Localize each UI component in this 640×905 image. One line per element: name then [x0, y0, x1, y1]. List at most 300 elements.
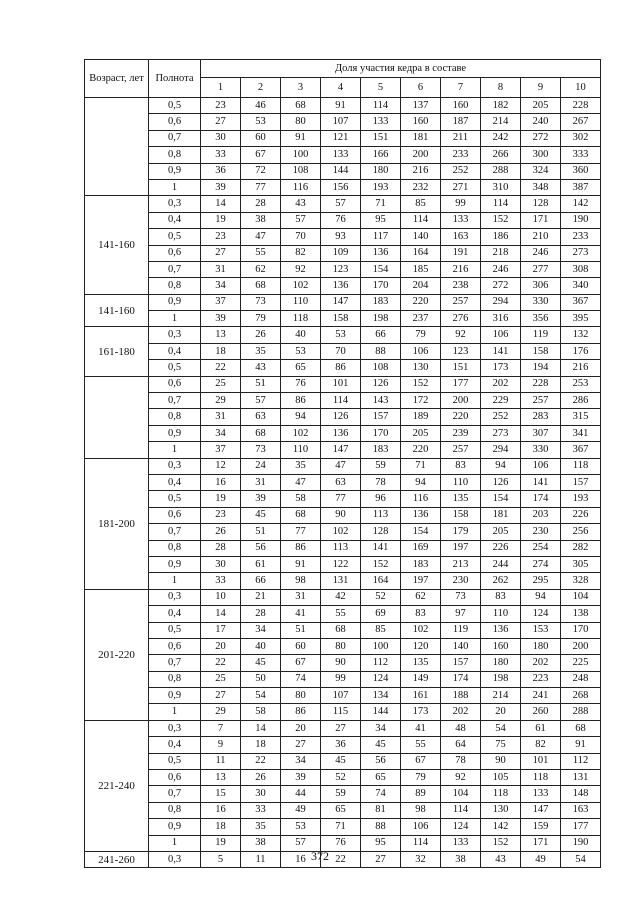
value-cell: 61 — [241, 556, 281, 572]
table-row — [85, 638, 601, 654]
value-cell: 194 — [521, 360, 561, 376]
fullness-cell: 0,4 — [149, 606, 201, 622]
value-cell: 101 — [321, 376, 361, 392]
table-row — [85, 294, 601, 310]
value-cell: 59 — [321, 786, 361, 802]
value-cell: 198 — [361, 311, 401, 327]
value-cell: 119 — [441, 622, 481, 638]
value-cell: 22 — [201, 655, 241, 671]
value-cell: 92 — [441, 770, 481, 786]
fullness-cell: 0,7 — [149, 130, 201, 146]
value-cell: 128 — [361, 524, 401, 540]
value-cell: 85 — [401, 196, 441, 212]
value-cell: 182 — [481, 98, 521, 114]
value-cell: 223 — [521, 671, 561, 687]
value-cell: 205 — [521, 98, 561, 114]
value-cell: 214 — [481, 114, 521, 130]
value-cell: 33 — [241, 802, 281, 818]
fullness-cell: 1 — [149, 573, 201, 589]
value-cell: 27 — [361, 851, 401, 867]
value-cell: 164 — [361, 573, 401, 589]
value-cell: 79 — [241, 311, 281, 327]
value-cell: 77 — [241, 179, 281, 195]
value-cell: 27 — [201, 688, 241, 704]
value-cell: 237 — [401, 311, 441, 327]
table-row — [85, 278, 601, 294]
value-cell: 136 — [401, 507, 441, 523]
value-cell: 86 — [281, 540, 321, 556]
value-cell: 97 — [441, 606, 481, 622]
value-cell: 114 — [481, 196, 521, 212]
value-cell: 38 — [241, 835, 281, 851]
value-cell: 81 — [361, 802, 401, 818]
value-cell: 197 — [441, 540, 481, 556]
value-cell: 130 — [481, 802, 521, 818]
value-cell: 102 — [281, 425, 321, 441]
fullness-cell: 0,8 — [149, 671, 201, 687]
value-cell: 93 — [321, 229, 361, 245]
value-cell: 149 — [401, 671, 441, 687]
value-cell: 228 — [561, 98, 601, 114]
value-cell: 25 — [201, 671, 241, 687]
value-cell: 106 — [521, 458, 561, 474]
value-cell: 305 — [561, 556, 601, 572]
value-cell: 79 — [401, 770, 441, 786]
value-cell: 80 — [281, 688, 321, 704]
value-cell: 136 — [321, 278, 361, 294]
value-cell: 106 — [481, 327, 521, 343]
value-cell: 26 — [201, 524, 241, 540]
value-cell: 142 — [561, 196, 601, 212]
value-cell: 302 — [561, 130, 601, 146]
fullness-cell: 0,9 — [149, 425, 201, 441]
value-cell: 42 — [321, 589, 361, 605]
value-cell: 387 — [561, 179, 601, 195]
value-cell: 341 — [561, 425, 601, 441]
value-cell: 45 — [361, 737, 401, 753]
fullness-cell: 0,6 — [149, 376, 201, 392]
value-cell: 77 — [321, 491, 361, 507]
value-cell: 112 — [361, 655, 401, 671]
value-cell: 180 — [361, 163, 401, 179]
value-cell: 68 — [241, 278, 281, 294]
value-cell: 131 — [321, 573, 361, 589]
value-cell: 114 — [401, 212, 441, 228]
value-cell: 232 — [401, 179, 441, 195]
value-cell: 95 — [361, 835, 401, 851]
value-cell: 48 — [441, 720, 481, 736]
value-cell: 68 — [561, 720, 601, 736]
value-cell: 11 — [241, 851, 281, 867]
age-group-cell: 201-220 — [85, 589, 149, 720]
value-cell: 307 — [521, 425, 561, 441]
value-cell: 86 — [281, 393, 321, 409]
value-cell: 35 — [241, 819, 281, 835]
fullness-cell: 0,7 — [149, 524, 201, 540]
value-cell: 51 — [241, 524, 281, 540]
fullness-cell: 0,9 — [149, 688, 201, 704]
value-cell: 282 — [561, 540, 601, 556]
value-cell: 171 — [521, 835, 561, 851]
table-row — [85, 589, 601, 605]
value-cell: 138 — [561, 606, 601, 622]
value-cell: 91 — [561, 737, 601, 753]
value-cell: 272 — [521, 130, 561, 146]
value-cell: 18 — [201, 819, 241, 835]
value-cell: 104 — [561, 589, 601, 605]
value-cell: 367 — [561, 294, 601, 310]
value-cell: 77 — [281, 524, 321, 540]
share-column-header: 7 — [441, 78, 481, 98]
value-cell: 92 — [281, 261, 321, 277]
value-cell: 348 — [521, 179, 561, 195]
value-cell: 177 — [441, 376, 481, 392]
value-cell: 186 — [481, 229, 521, 245]
page-number: 372 — [311, 849, 329, 863]
value-cell: 35 — [281, 458, 321, 474]
value-cell: 30 — [201, 556, 241, 572]
value-cell: 108 — [281, 163, 321, 179]
value-cell: 46 — [241, 98, 281, 114]
value-cell: 164 — [401, 245, 441, 261]
value-cell: 51 — [241, 376, 281, 392]
value-cell: 190 — [561, 212, 601, 228]
value-cell: 113 — [321, 540, 361, 556]
value-cell: 116 — [401, 491, 441, 507]
value-cell: 216 — [401, 163, 441, 179]
age-group-cell: 241-260 — [85, 851, 149, 867]
value-cell: 26 — [241, 327, 281, 343]
value-cell: 126 — [321, 409, 361, 425]
age-group-cell: 161-180 — [85, 327, 149, 376]
value-cell: 124 — [441, 819, 481, 835]
fullness-cell: 0,3 — [149, 851, 201, 867]
value-cell: 174 — [441, 671, 481, 687]
value-cell: 49 — [281, 802, 321, 818]
value-cell: 80 — [321, 638, 361, 654]
value-cell: 185 — [401, 261, 441, 277]
value-cell: 203 — [521, 507, 561, 523]
value-cell: 143 — [361, 393, 401, 409]
value-cell: 107 — [321, 688, 361, 704]
value-cell: 43 — [241, 360, 281, 376]
value-cell: 272 — [481, 278, 521, 294]
value-cell: 294 — [481, 442, 521, 458]
value-cell: 19 — [201, 835, 241, 851]
fullness-cell: 1 — [149, 835, 201, 851]
value-cell: 189 — [401, 409, 441, 425]
value-cell: 83 — [441, 458, 481, 474]
fullness-cell: 1 — [149, 179, 201, 195]
value-cell: 132 — [561, 327, 601, 343]
value-cell: 22 — [201, 360, 241, 376]
value-cell: 106 — [401, 819, 441, 835]
share-column-header: 9 — [521, 78, 561, 98]
value-cell: 62 — [241, 261, 281, 277]
value-cell: 82 — [521, 737, 561, 753]
value-cell: 72 — [241, 163, 281, 179]
value-cell: 147 — [521, 802, 561, 818]
value-cell: 68 — [281, 98, 321, 114]
value-cell: 76 — [321, 835, 361, 851]
fullness-cell: 0,3 — [149, 327, 201, 343]
value-cell: 53 — [241, 114, 281, 130]
value-cell: 52 — [321, 770, 361, 786]
value-cell: 91 — [321, 98, 361, 114]
value-cell: 98 — [401, 802, 441, 818]
value-cell: 200 — [441, 393, 481, 409]
value-cell: 102 — [281, 278, 321, 294]
value-cell: 118 — [481, 786, 521, 802]
value-cell: 68 — [281, 507, 321, 523]
value-cell: 47 — [241, 229, 281, 245]
value-cell: 239 — [441, 425, 481, 441]
value-cell: 114 — [361, 98, 401, 114]
value-cell: 31 — [201, 261, 241, 277]
value-cell: 154 — [481, 491, 521, 507]
value-cell: 27 — [281, 737, 321, 753]
share-column-header: 3 — [281, 78, 321, 98]
value-cell: 65 — [321, 802, 361, 818]
age-column-header: Возраст, лет — [85, 60, 149, 98]
value-cell: 294 — [481, 294, 521, 310]
fullness-cell: 0,6 — [149, 507, 201, 523]
value-cell: 238 — [441, 278, 481, 294]
fullness-cell: 0,5 — [149, 491, 201, 507]
value-cell: 248 — [561, 671, 601, 687]
value-cell: 154 — [401, 524, 441, 540]
value-cell: 74 — [281, 671, 321, 687]
value-cell: 154 — [361, 261, 401, 277]
value-cell: 61 — [521, 720, 561, 736]
value-cell: 98 — [281, 573, 321, 589]
value-cell: 83 — [481, 589, 521, 605]
value-cell: 70 — [281, 229, 321, 245]
fullness-cell: 0,9 — [149, 163, 201, 179]
value-cell: 136 — [361, 245, 401, 261]
value-cell: 133 — [441, 835, 481, 851]
table-row — [85, 393, 601, 409]
value-cell: 176 — [561, 343, 601, 359]
value-cell: 118 — [561, 458, 601, 474]
value-cell: 119 — [521, 327, 561, 343]
value-cell: 76 — [281, 376, 321, 392]
value-cell: 288 — [561, 704, 601, 720]
table-row — [85, 130, 601, 146]
value-cell: 166 — [361, 147, 401, 163]
table-row — [85, 212, 601, 228]
value-cell: 152 — [481, 212, 521, 228]
value-cell: 82 — [281, 245, 321, 261]
value-cell: 104 — [441, 786, 481, 802]
table-row — [85, 720, 601, 736]
share-column-header: 1 — [201, 78, 241, 98]
fullness-cell: 0,7 — [149, 393, 201, 409]
value-cell: 64 — [441, 737, 481, 753]
value-cell: 99 — [441, 196, 481, 212]
value-cell: 63 — [321, 474, 361, 490]
value-cell: 160 — [401, 114, 441, 130]
value-cell: 214 — [481, 688, 521, 704]
table-row — [85, 327, 601, 343]
share-column-header: 10 — [561, 78, 601, 98]
value-cell: 295 — [521, 573, 561, 589]
table-row — [85, 343, 601, 359]
table-row — [85, 311, 601, 327]
value-cell: 57 — [281, 212, 321, 228]
value-cell: 92 — [441, 327, 481, 343]
value-cell: 202 — [521, 655, 561, 671]
value-cell: 73 — [241, 294, 281, 310]
fullness-cell: 0,5 — [149, 360, 201, 376]
value-cell: 90 — [321, 507, 361, 523]
table-row — [85, 245, 601, 261]
value-cell: 257 — [521, 393, 561, 409]
fullness-cell: 0,4 — [149, 474, 201, 490]
value-cell: 57 — [241, 393, 281, 409]
value-cell: 37 — [201, 442, 241, 458]
value-cell: 147 — [321, 294, 361, 310]
value-cell: 71 — [361, 196, 401, 212]
value-cell: 257 — [441, 442, 481, 458]
value-cell: 210 — [521, 229, 561, 245]
value-cell: 190 — [561, 835, 601, 851]
value-cell: 47 — [281, 474, 321, 490]
value-cell: 133 — [521, 786, 561, 802]
value-cell: 70 — [321, 343, 361, 359]
value-cell: 71 — [321, 819, 361, 835]
value-cell: 152 — [481, 835, 521, 851]
value-cell: 25 — [201, 376, 241, 392]
value-cell: 181 — [401, 130, 441, 146]
value-cell: 277 — [521, 261, 561, 277]
value-cell: 110 — [441, 474, 481, 490]
value-cell: 102 — [321, 524, 361, 540]
value-cell: 31 — [201, 409, 241, 425]
value-cell: 172 — [401, 393, 441, 409]
value-cell: 40 — [281, 327, 321, 343]
value-cell: 51 — [281, 622, 321, 638]
value-cell: 157 — [361, 409, 401, 425]
value-cell: 140 — [441, 638, 481, 654]
value-cell: 308 — [561, 261, 601, 277]
value-cell: 54 — [481, 720, 521, 736]
value-cell: 191 — [441, 245, 481, 261]
table-row — [85, 360, 601, 376]
value-cell: 36 — [321, 737, 361, 753]
fullness-cell: 0,8 — [149, 802, 201, 818]
value-cell: 233 — [441, 147, 481, 163]
value-cell: 315 — [561, 409, 601, 425]
table-row — [85, 540, 601, 556]
value-cell: 20 — [481, 704, 521, 720]
value-cell: 240 — [521, 114, 561, 130]
value-cell: 10 — [201, 589, 241, 605]
value-cell: 156 — [321, 179, 361, 195]
age-group-cell — [85, 376, 149, 458]
fullness-cell: 0,4 — [149, 212, 201, 228]
value-cell: 124 — [521, 606, 561, 622]
table-row — [85, 606, 601, 622]
fullness-cell: 0,4 — [149, 737, 201, 753]
value-cell: 102 — [401, 622, 441, 638]
table-row — [85, 507, 601, 523]
value-cell: 45 — [241, 655, 281, 671]
value-cell: 324 — [521, 163, 561, 179]
share-column-header: 4 — [321, 78, 361, 98]
fullness-cell: 0,6 — [149, 770, 201, 786]
value-cell: 152 — [401, 376, 441, 392]
value-cell: 108 — [361, 360, 401, 376]
value-cell: 179 — [441, 524, 481, 540]
value-cell: 79 — [401, 327, 441, 343]
value-cell: 86 — [321, 360, 361, 376]
value-cell: 121 — [321, 130, 361, 146]
value-cell: 157 — [561, 474, 601, 490]
value-cell: 330 — [521, 294, 561, 310]
table-row — [85, 163, 601, 179]
value-cell: 34 — [201, 278, 241, 294]
value-cell: 55 — [401, 737, 441, 753]
share-group-header: Доля участия кедра в составе — [201, 60, 601, 78]
value-cell: 200 — [401, 147, 441, 163]
value-cell: 109 — [321, 245, 361, 261]
value-cell: 180 — [481, 655, 521, 671]
value-cell: 197 — [401, 573, 441, 589]
table-row — [85, 704, 601, 720]
value-cell: 256 — [561, 524, 601, 540]
value-cell: 126 — [481, 474, 521, 490]
value-cell: 7 — [201, 720, 241, 736]
value-cell: 140 — [401, 229, 441, 245]
value-cell: 28 — [241, 606, 281, 622]
value-cell: 66 — [241, 573, 281, 589]
value-cell: 114 — [321, 393, 361, 409]
value-cell: 274 — [521, 556, 561, 572]
value-cell: 18 — [201, 343, 241, 359]
value-cell: 135 — [441, 491, 481, 507]
value-cell: 118 — [521, 770, 561, 786]
value-cell: 211 — [441, 130, 481, 146]
value-cell: 54 — [241, 688, 281, 704]
fullness-cell: 0,8 — [149, 540, 201, 556]
value-cell: 29 — [201, 704, 241, 720]
value-cell: 306 — [521, 278, 561, 294]
value-cell: 76 — [321, 212, 361, 228]
value-cell: 110 — [281, 294, 321, 310]
fullness-cell: 0,6 — [149, 245, 201, 261]
value-cell: 131 — [561, 770, 601, 786]
value-cell: 45 — [241, 507, 281, 523]
value-cell: 110 — [281, 442, 321, 458]
value-cell: 23 — [201, 98, 241, 114]
value-cell: 254 — [521, 540, 561, 556]
value-cell: 123 — [321, 261, 361, 277]
value-cell: 273 — [561, 245, 601, 261]
value-cell: 34 — [201, 425, 241, 441]
table-row — [85, 474, 601, 490]
table-row — [85, 556, 601, 572]
table-row — [85, 819, 601, 835]
table-row — [85, 491, 601, 507]
value-cell: 35 — [241, 343, 281, 359]
value-cell: 148 — [561, 786, 601, 802]
value-cell: 30 — [241, 786, 281, 802]
value-cell: 49 — [521, 851, 561, 867]
value-cell: 43 — [481, 851, 521, 867]
value-cell: 267 — [561, 114, 601, 130]
value-cell: 68 — [241, 425, 281, 441]
